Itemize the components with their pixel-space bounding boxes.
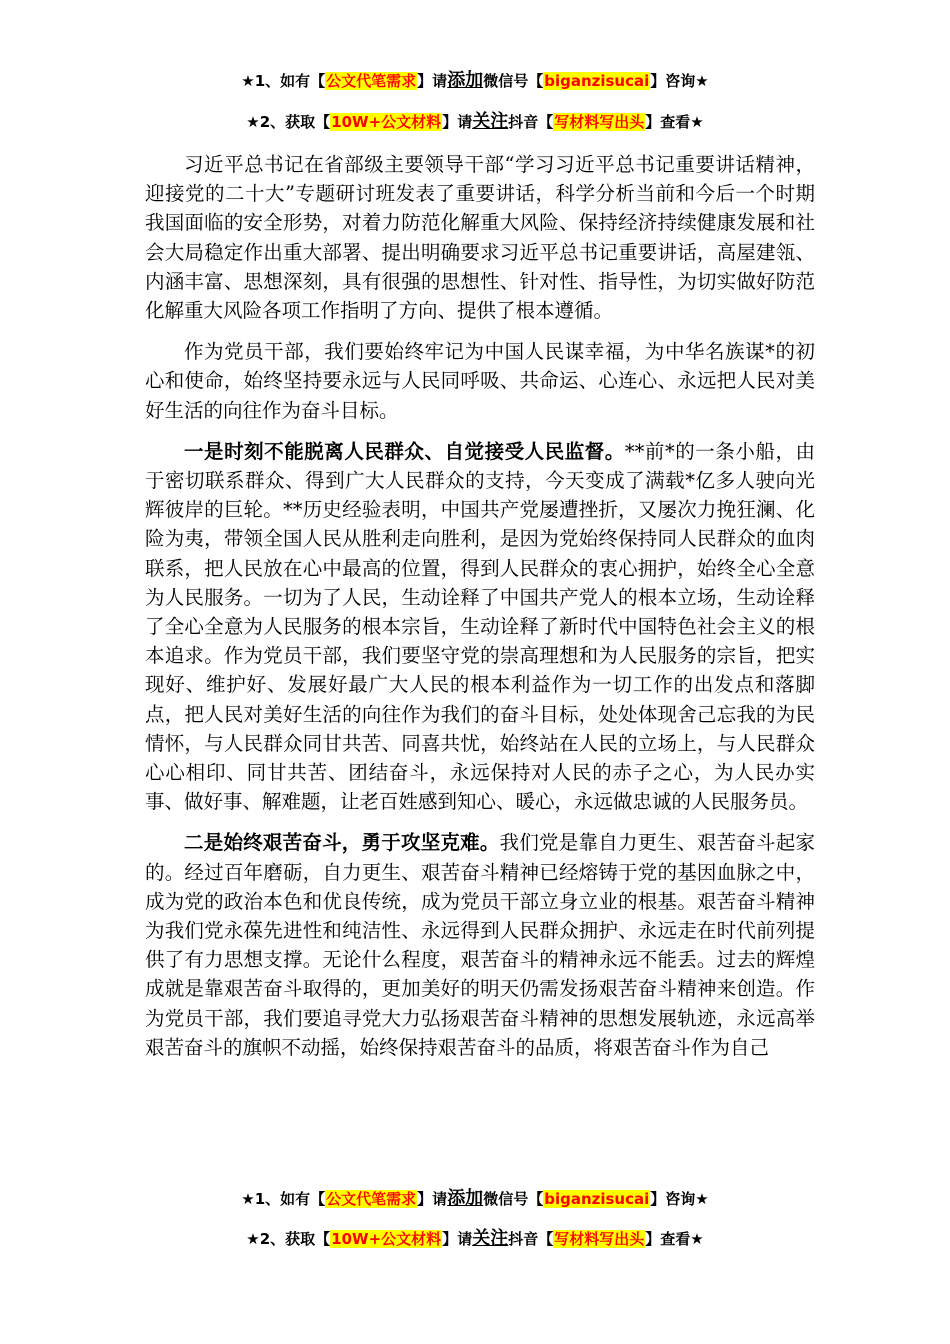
paragraph-point-two bbox=[145, 828, 815, 1062]
ad-text: 】请 bbox=[442, 1230, 473, 1248]
ad-emphasis: 添加 bbox=[447, 1188, 484, 1209]
ad-prefix: ★2、获取【 bbox=[246, 113, 331, 131]
ad-suffix: 】查看★ bbox=[645, 1230, 704, 1248]
paragraph-text: 习近平总书记在省部级主要领导干部“学习习近平总书记重要讲话精神，迎接党的二十大”专题研讨班发表了重要讲话，科学分析当前和今后一个时期我国面临的安全形势，对着力防范化解重大风险、保持经济持续健康发展和社会大局稳定作出重大部署、提出明确要求习近平总书记重要讲话，高屋建瓴、内涵丰富、思想深刻，具有很强的思想性、针对性、指导性，为切实做好防范化解重大风险各项工作指明了方向、提供了根本遵循。 bbox=[145, 153, 815, 323]
paragraph-intro bbox=[145, 150, 815, 325]
ad-highlight: biganzisucai bbox=[544, 72, 650, 90]
ad-suffix: 】咨询★ bbox=[650, 1190, 709, 1208]
ad-highlight: 公文代笔需求 bbox=[326, 72, 417, 90]
ad-emphasis: 关注 bbox=[472, 1228, 509, 1249]
paragraph-text: 作为党员干部，我们要始终牢记为中国人民谋幸福，为中华名族谋*的初心和使命，始终坚持要永远与人民同呼吸、共命运、心连心、永远把人民对美好生活的向往作为奋斗目标。 bbox=[145, 340, 815, 422]
ad-text: 抖音【 bbox=[508, 113, 554, 131]
ad-highlight: 10W+公文材料 bbox=[331, 113, 442, 131]
header-ad-line-1 bbox=[0, 70, 950, 92]
ad-suffix: 】咨询★ bbox=[650, 72, 709, 90]
ad-highlight: 写材料写出头 bbox=[554, 1230, 645, 1248]
ad-text: 微信号【 bbox=[483, 1190, 544, 1208]
paragraph-text: **前*的一条小船，由于密切联系群众、得到广大人民群众的支持，今天变成了满载*亿多人驶向光辉彼岸的巨轮。**历史经验表明，中国共产党屡遭挫折，又屡次力挽狂澜、化险为夷，带领全国人民从胜利走向胜利，是因为党始终保持同人民群众的血肉联系，把人民放在心中最高的位置，得到人民群众的衷心拥护，始终全心全意为人民服务。一切为了人民，生动诠释了中国共产党人的根本立场，生动诠释了全心全意为人民服务的根本宗旨，生动诠释了新时代中国特色社会主义的根本追求。作为党员干部，我们要坚守党的崇高理想和为人民服务的宗旨，把实现好、维护好、发展好最广大人民的根本利益作为一切工作的出发点和落脚点，把人民对美好生活的向往作为我们的奋斗目标，处处体现舍己忘我的为民情怀，与人民群众同甘共苦、同喜共忧，始终站在人民的立场上，与人民群众心心相印、同甘共苦、团结奋斗，永远保持对人民的赤子之心，为人民办实事、做好事、解难题，让老百姓感到知心、暖心，永远做忠诚的人民服务员。 bbox=[145, 439, 815, 814]
ad-highlight: 公文代笔需求 bbox=[326, 1190, 417, 1208]
ad-suffix: 】查看★ bbox=[645, 113, 704, 131]
ad-prefix: ★1、如有【 bbox=[241, 72, 326, 90]
ad-highlight: 写材料写出头 bbox=[554, 113, 645, 131]
ad-emphasis: 添加 bbox=[447, 70, 484, 91]
paragraph-mission bbox=[145, 337, 815, 425]
ad-prefix: ★1、如有【 bbox=[241, 1190, 326, 1208]
footer-ad-line-2 bbox=[0, 1228, 950, 1250]
header-ad-line-2 bbox=[0, 111, 950, 133]
ad-highlight: 10W+公文材料 bbox=[331, 1230, 442, 1248]
ad-text: 】请 bbox=[442, 113, 473, 131]
paragraph-lead: 二是始终艰苦奋斗，勇于攻坚克难。 bbox=[184, 831, 500, 855]
ad-highlight: biganzisucai bbox=[544, 1190, 650, 1208]
ad-text: 抖音【 bbox=[508, 1230, 554, 1248]
ad-emphasis: 关注 bbox=[472, 111, 509, 132]
paragraph-lead: 一是时刻不能脱离人民群众、自觉接受人民监督。 bbox=[184, 439, 625, 463]
ad-text: 微信号【 bbox=[483, 72, 544, 90]
paragraph-point-one bbox=[145, 437, 815, 817]
ad-text: 】请 bbox=[417, 72, 448, 90]
ad-prefix: ★2、获取【 bbox=[246, 1230, 331, 1248]
document-body bbox=[145, 150, 815, 1074]
ad-text: 】请 bbox=[417, 1190, 448, 1208]
paragraph-text: 我们党是靠自力更生、艰苦奋斗起家的。经过百年磨砺，自力更生、艰苦奋斗精神已经熔铸于党的基因血脉之中，成为党的政治本色和优良传统，成为党员干部立身立业的根基。艰苦奋斗精神为我们党永葆先进性和纯洁性、永远得到人民群众拥护、永远走在时代前列提供了有力思想支撑。无论什么程度，艰苦奋斗的精神永远不能丢。过去的辉煌成就是靠艰苦奋斗取得的，更加美好的明天仍需发扬艰苦奋斗精神来创造。作为党员干部，我们要追寻党大力弘扬艰苦奋斗精神的思想发展轨迹，永远高举艰苦奋斗的旗帜不动摇，始终保持艰苦奋斗的品质，将艰苦奋斗作为自己 bbox=[145, 831, 815, 1059]
footer-ad-line-1 bbox=[0, 1188, 950, 1210]
